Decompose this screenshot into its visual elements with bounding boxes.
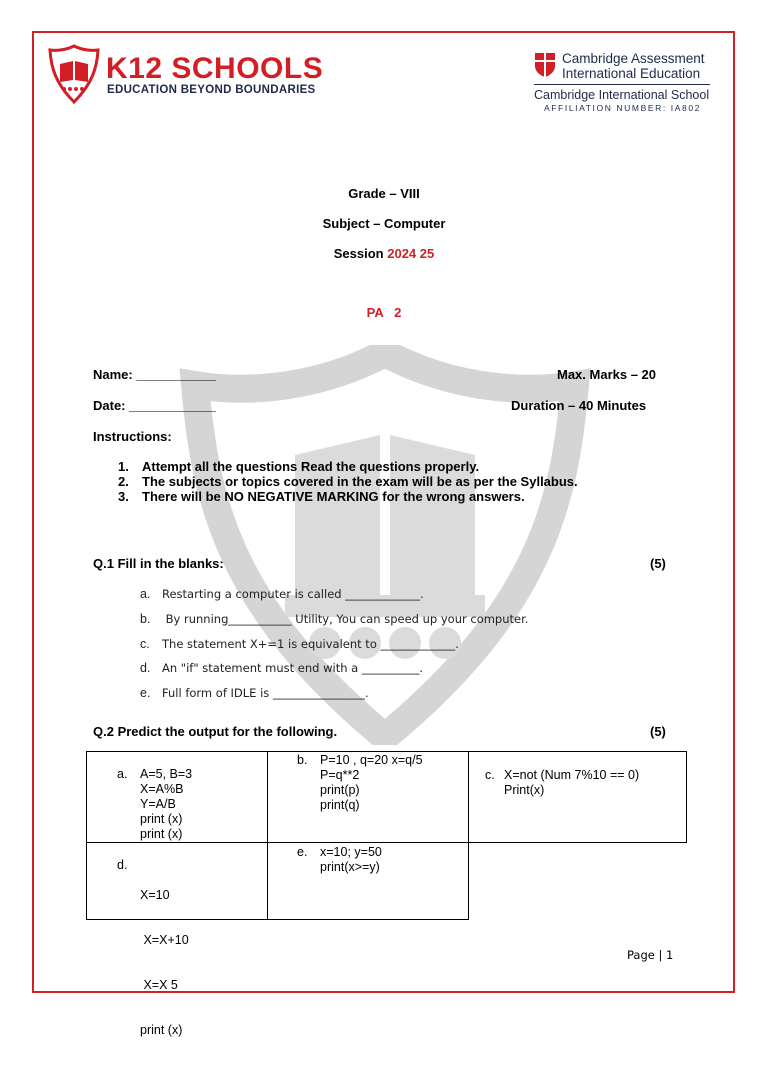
session-title <box>0 246 768 261</box>
q2-title: Q.2 Predict the output for the following. <box>93 724 338 739</box>
cambridge-line1: Cambridge Assessment <box>562 51 705 66</box>
q1-item-b: b. By running___________ Utility, You can speed up your computer. <box>140 612 529 626</box>
session-label: Session <box>333 246 388 261</box>
session-value: 2024 25 <box>387 246 435 261</box>
code-cell-c: c. X=not (Num 7%10 == 0) Print(x) <box>468 751 687 843</box>
q1-item-a: a. Restarting a computer is called _____________. <box>140 587 424 601</box>
school-tagline: EDUCATION BEYOND BOUNDARIES <box>107 84 316 96</box>
k12-shield-logo-icon <box>48 44 100 104</box>
cambridge-school: Cambridge International School <box>534 88 710 102</box>
assessment-title: PA 2 <box>366 305 402 320</box>
subject-title: Subject – Computer <box>322 216 446 231</box>
code-cell-b: b. P=10 , q=20 x=q/5 P=q**2 print(p) print(q) <box>267 751 469 843</box>
q1-item-d: d. An "if" statement must end with a __________. <box>140 661 424 675</box>
cambridge-crest-icon <box>534 52 556 78</box>
page-number: Page | 1 <box>627 948 674 962</box>
instructions-list: 1. Attempt all the questions Read the questions properly. 2. The subjects or topics covered in the exam will be as per the Syllabus. 3. There will be NO NEGATIVE MARKING for the wrong answers. <box>118 459 578 504</box>
q2-marks: (5) <box>650 724 666 739</box>
code-cell-e: e. x=10; y=50 print(x>=y) <box>267 842 469 920</box>
instruction-item: Attempt all the questions Read the questions properly. <box>142 459 480 474</box>
instructions-heading: Instructions: <box>93 429 172 444</box>
grade-title: Grade – VIII <box>348 186 420 201</box>
q1-title: Q.1 Fill in the blanks: <box>93 556 224 571</box>
code-cell-d: d. X=10 X=X+10 X=X 5 print (x) <box>86 842 268 920</box>
q1-item-e: e. Full form of IDLE is ________________. <box>140 686 369 700</box>
q1-marks: (5) <box>650 556 666 571</box>
cambridge-divider <box>534 84 710 85</box>
instruction-item: The subjects or topics covered in the exam will be as per the Syllabus. <box>142 474 578 489</box>
cambridge-line2: International Education <box>562 66 701 81</box>
duration: Duration – 40 Minutes <box>511 398 647 413</box>
affiliation-number: AFFILIATION NUMBER: IA802 <box>544 103 701 113</box>
max-marks: Max. Marks – 20 <box>557 367 657 382</box>
name-field: Name: ___________ <box>93 367 216 382</box>
code-cell-a: a. A=5, B=3 X=A%B Y=A/B print (x) print (x) <box>86 751 268 843</box>
school-name: K12 SCHOOLS <box>106 52 324 85</box>
q1-item-c: c. The statement X+=1 is equivalent to _____________. <box>140 637 459 651</box>
instruction-item: There will be NO NEGATIVE MARKING for the wrong answers. <box>142 489 525 504</box>
date-field: Date: ____________ <box>93 398 216 413</box>
